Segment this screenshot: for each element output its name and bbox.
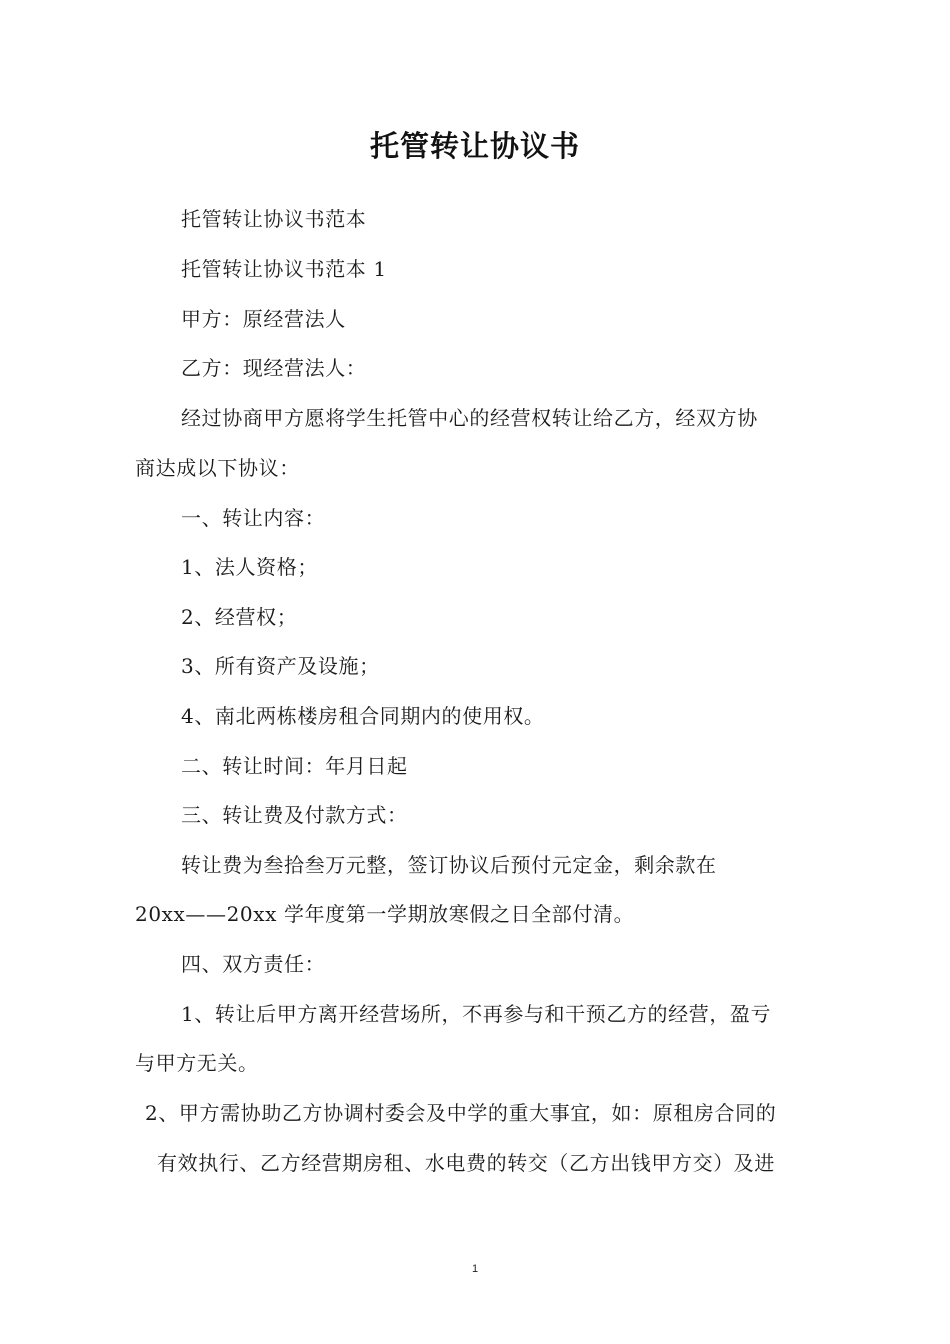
paragraph-line: 四、双方责任： (181, 952, 326, 976)
paragraph-line: 商达成以下协议： (135, 456, 300, 480)
paragraph-line: 乙方：现经营法人： (181, 356, 367, 380)
document-title: 托管转让协议书 (369, 129, 580, 163)
paragraph-line: 托管转让协议书范本 (181, 207, 367, 231)
paragraph-line: 3、所有资产及设施； (181, 654, 380, 678)
paragraph-line: 转让费为叁拾叁万元整，签订协议后预付元定金，剩余款在 (181, 853, 717, 877)
paragraph-line: 甲方：原经营法人 (181, 307, 346, 331)
paragraph-line: 有效执行、乙方经营期房租、水电费的转交（乙方出钱甲方交）及进 (157, 1151, 775, 1175)
paragraph-line: 与甲方无关。 (135, 1051, 259, 1075)
paragraph-line: 2、经营权； (181, 605, 298, 629)
page-number: 1 (471, 1263, 479, 1275)
paragraph-line: 2、甲方需协助乙方协调村委会及中学的重大事宜，如：原租房合同的 (145, 1101, 777, 1125)
paragraph-line: 一、转让内容： (181, 506, 326, 530)
paragraph-line: 1、转让后甲方离开经营场所，不再参与和干预乙方的经营，盈亏 (181, 1002, 772, 1026)
paragraph-line: 二、转让时间：年月日起 (181, 754, 408, 778)
paragraph-line: 4、南北两栋楼房租合同期内的使用权。 (181, 704, 545, 728)
paragraph-line: 经过协商甲方愿将学生托管中心的经营权转让给乙方，经双方协 (181, 406, 758, 430)
paragraph-line: 20xx——20xx 学年度第一学期放寒假之日全部付清。 (135, 902, 635, 926)
paragraph-line: 三、转让费及付款方式： (181, 803, 408, 827)
paragraph-line: 1、法人资格； (181, 555, 318, 579)
paragraph-line: 托管转让协议书范本 1 (181, 257, 387, 281)
